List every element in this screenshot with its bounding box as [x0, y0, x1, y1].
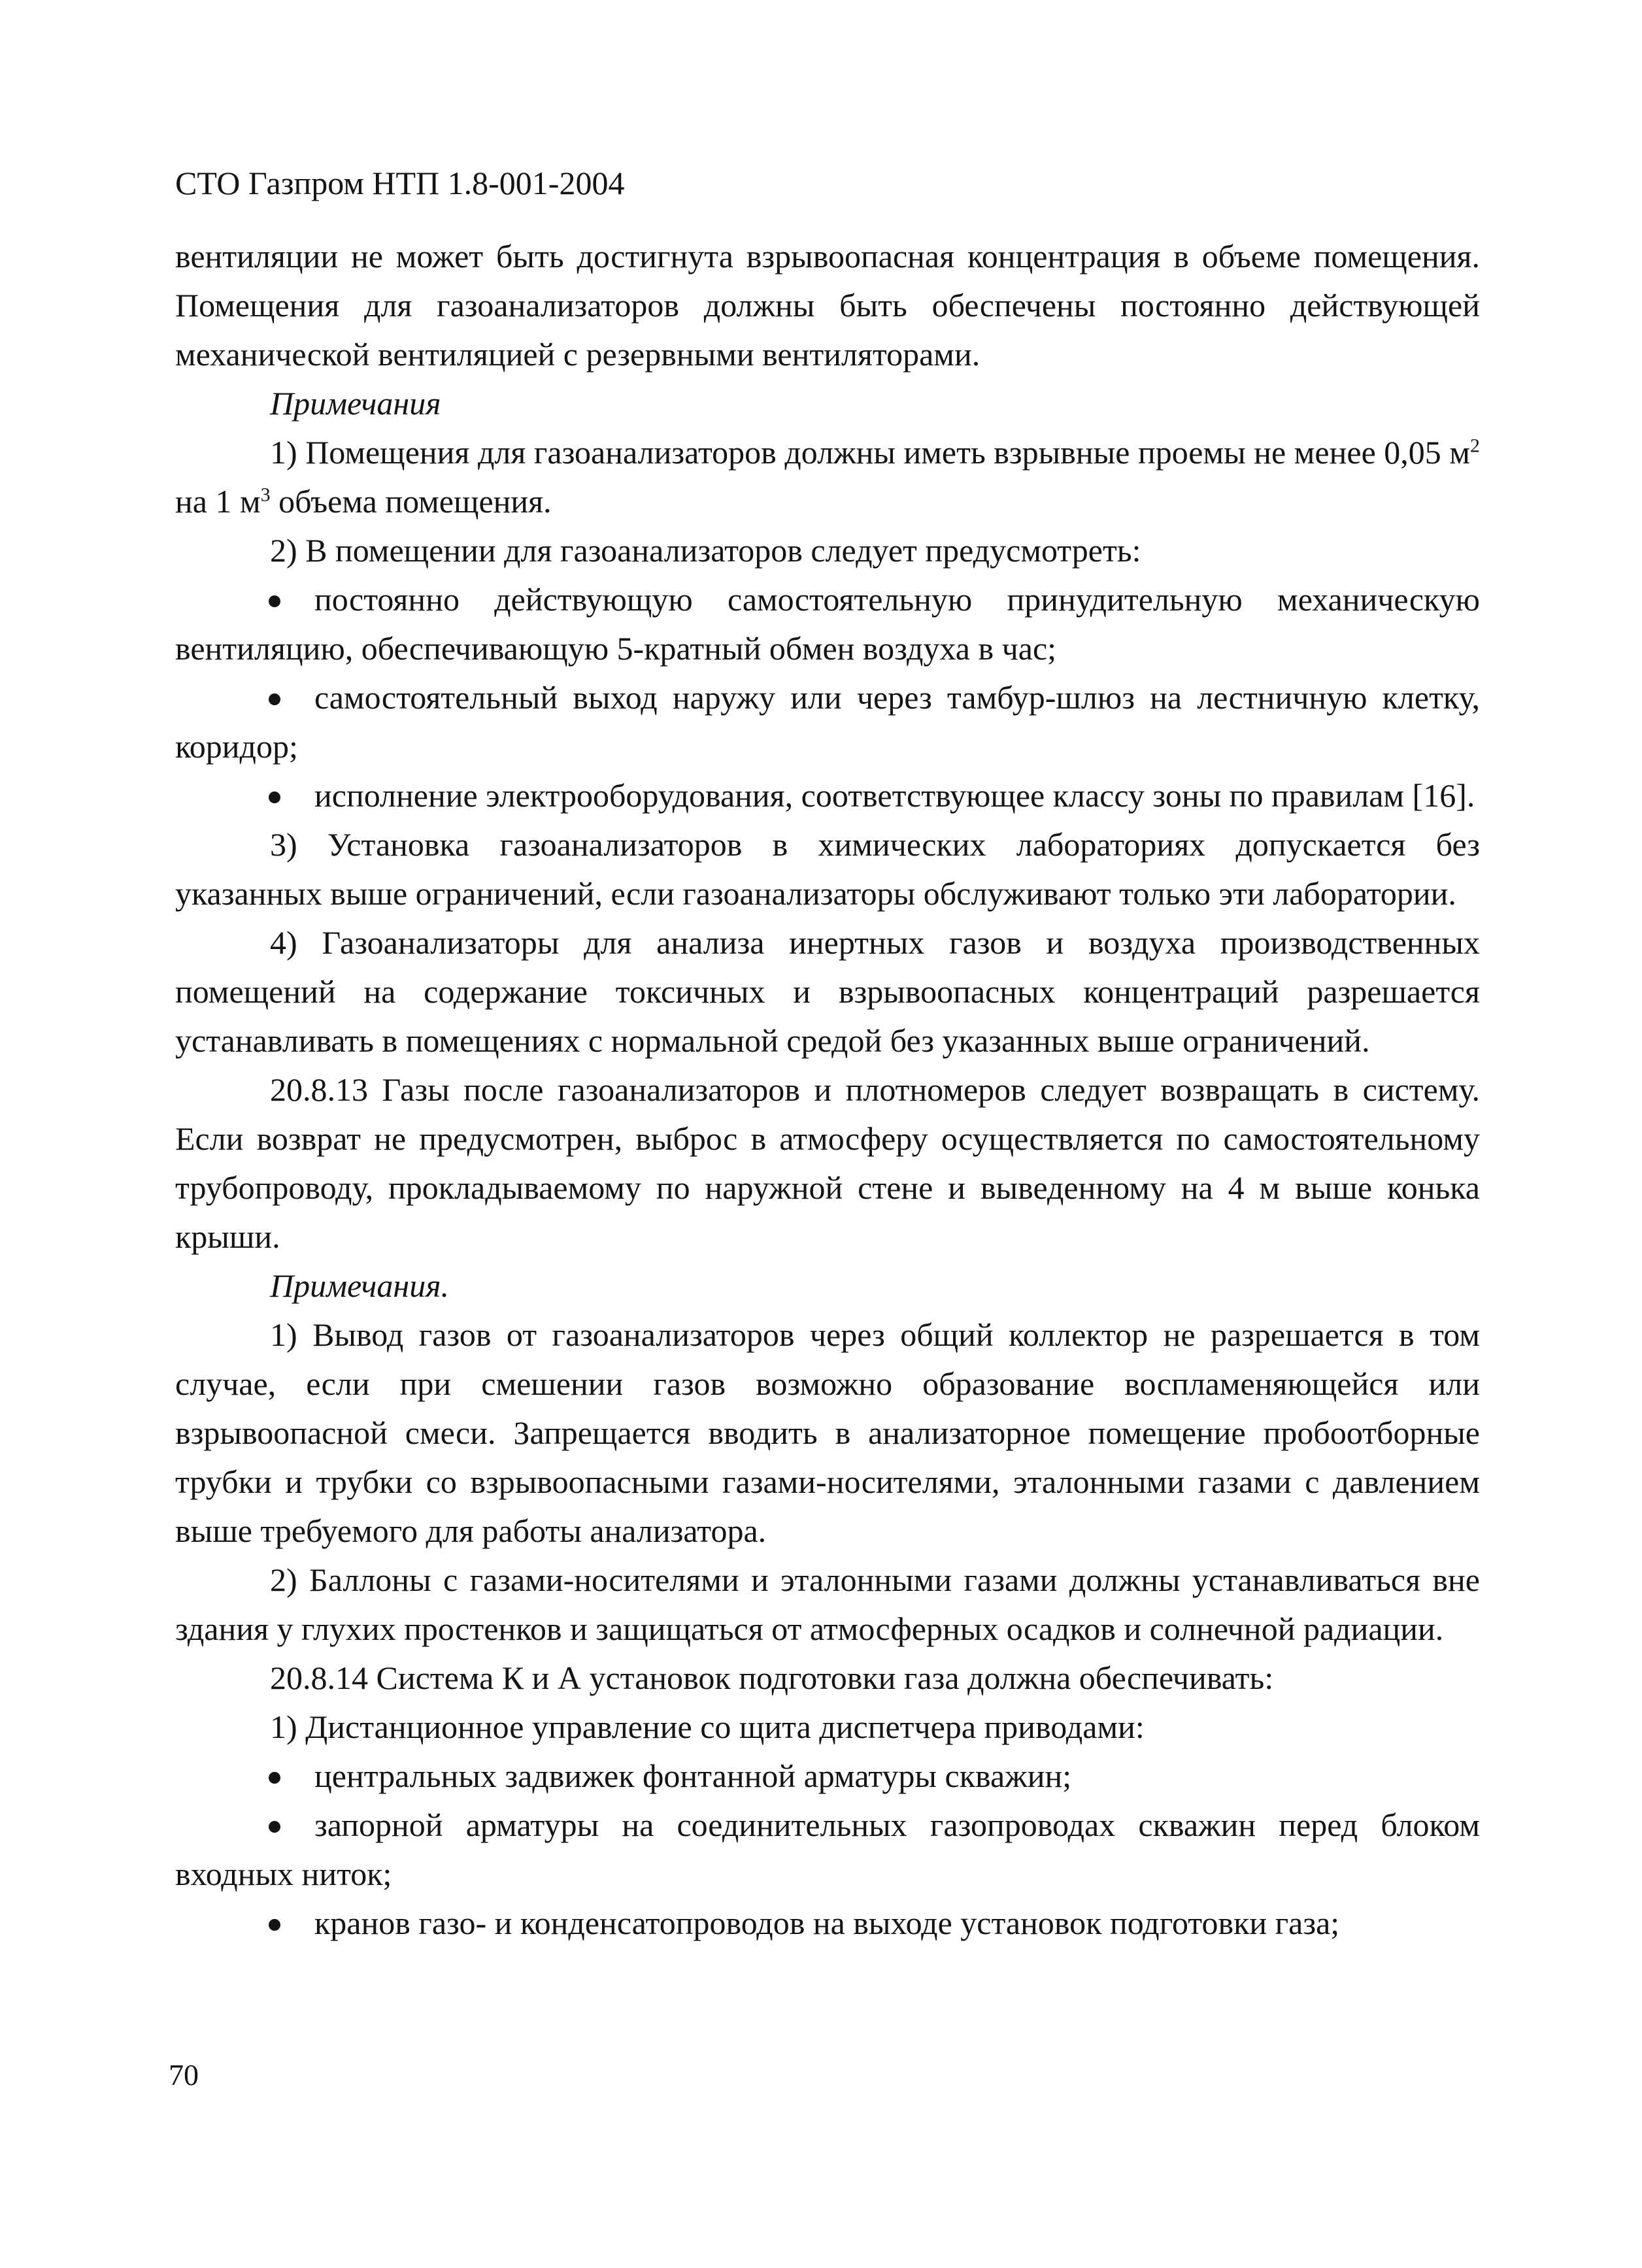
notes-heading: Примечания — [270, 385, 441, 422]
clause-20-8-14: 20.8.14 Система К и А установок подготовки газа должна обеспечивать: — [270, 1659, 1274, 1696]
list-item-text: самостоятельный выход наружу или через тамбур-шлюз на лестничную клетку, коридор; — [175, 679, 1480, 765]
notes-heading: Примечания. — [270, 1267, 449, 1304]
note-1-text-b: на 1 м — [175, 483, 261, 520]
paragraph-ventilation-continued: вентиляции не может быть достигнута взрывоопасная концентрация в объеме помещения. Помещения для газоанализаторов должны быть обеспечены постоянно действующей механической вентиляцией с резервными вентиляторами. — [175, 238, 1480, 373]
running-header: СТО Газпром НТП 1.8-001-2004 — [175, 165, 625, 201]
note-1 — [175, 428, 1480, 526]
list-item — [175, 1899, 1480, 1948]
note-1-text-a: 1) Помещения для газоанализаторов должны иметь взрывные проемы не менее 0,05 м — [270, 434, 1470, 471]
list-item-text: кранов газо- и конденсатопроводов на выходе установок подготовки газа; — [314, 1905, 1340, 1941]
list-item — [175, 673, 1480, 771]
page-number: 70 — [169, 2058, 199, 2092]
list-item — [175, 1801, 1480, 1899]
note-2: 2) В помещении для газоанализаторов следует предусмотреть: — [270, 532, 1141, 569]
note-3: 3) Установка газоанализаторов в химических лабораториях допускается без указанных выше ограничений, если газоанализаторы обслуживают только эти лаборатории. — [175, 826, 1480, 912]
list-item — [175, 1752, 1480, 1801]
list-item — [175, 575, 1480, 673]
list-item-text: постоянно действующую самостоятельную принудительную механическую вентиляцию, обеспечивающую 5-кратный обмен воздуха в час; — [175, 581, 1480, 667]
body-text — [175, 232, 1480, 1948]
list-item-text: исполнение электрооборудования, соответствующее классу зоны по правилам [16]. — [314, 777, 1475, 814]
list-item-text: запорной арматуры на соединительных газопроводах скважин перед блоком входных ниток; — [175, 1807, 1480, 1892]
clause-20-8-13: 20.8.13 Газы после газоанализаторов и плотномеров следует возвращать в систему. Если возврат не предусмотрен, выброс в атмосферу осуществляется по самостоятельному трубопроводу, прокладываемому по наружной стене и выведенному на 4 м выше конька крыши. — [175, 1071, 1480, 1255]
note-1-text-c: объема помещения. — [270, 483, 552, 520]
note-1-superscript-2: 2 — [1470, 435, 1480, 457]
note-1: 1) Вывод газов от газоанализаторов через общий коллектор не разрешается в том случае, если при смешении газов возможно образование воспламеняющейся или взрывоопасной смеси. Запрещается вводить в анализаторное помещение пробоотборные трубки и трубки со взрывоопасными газами-носителями, эталонными газами с давлением выше требуемого для работы анализатора. — [175, 1316, 1480, 1549]
note-2: 2) Баллоны с газами-носителями и эталонными газами должны устанавливаться вне здания у глухих простенков и защищаться от атмосферных осадков и солнечной радиации. — [175, 1561, 1480, 1647]
note-1-superscript-3: 3 — [260, 484, 271, 506]
list-item-text: центральных задвижек фонтанной арматуры скважин; — [314, 1758, 1072, 1794]
clause-item-1: 1) Дистанционное управление со щита диспетчера приводами: — [270, 1709, 1145, 1745]
note-4: 4) Газоанализаторы для анализа инертных газов и воздуха производственных помещений на содержание токсичных и взрывоопасных концентраций разрешается устанавливать в помещениях с нормальной средой без указанных выше ограничений. — [175, 924, 1480, 1059]
list-item — [175, 771, 1480, 820]
